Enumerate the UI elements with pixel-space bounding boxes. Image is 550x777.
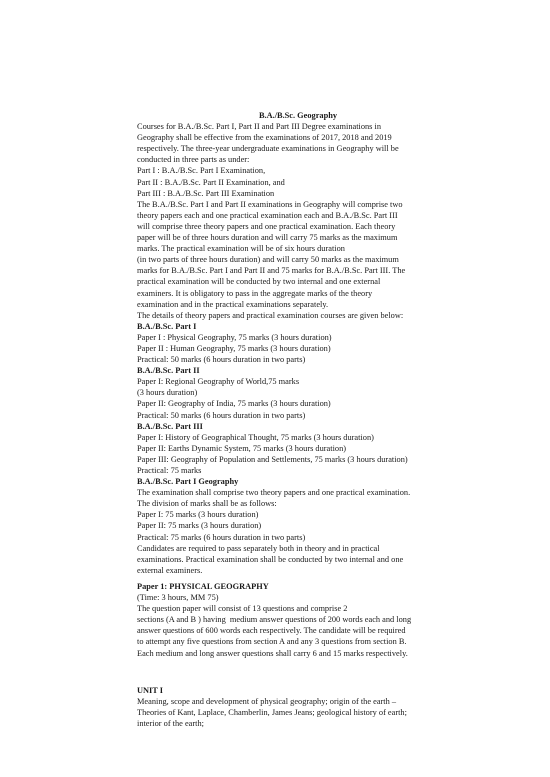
- intro-line: will comprise three theory papers and one practical examination. Each theory: [137, 221, 396, 231]
- body-line: interior of the earth;: [137, 718, 204, 728]
- body-line: Theories of Kant, Laplace, Chamberlin, James Jeans; geological history of earth;: [137, 707, 407, 717]
- paper-line: Paper I: History of Geographical Thought, 75 marks (3 hours duration): [137, 432, 374, 442]
- document-title: B.A./B.Sc. Geography: [258, 111, 338, 120]
- body-line: The question paper will consist of 13 questions and comprise 2: [137, 604, 348, 614]
- body-line: Practical: 75 marks (6 hours duration in two parts): [137, 532, 306, 542]
- paper-heading: Paper 1: PHYSICAL GEOGRAPHY: [137, 581, 269, 591]
- body-line: The division of marks shall be as follows:: [137, 499, 277, 509]
- intro-line: Part II : B.A./B.Sc. Part II Examination, and: [137, 177, 285, 187]
- section-heading: B.A./B.Sc. Part II: [137, 366, 200, 376]
- section-heading: B.A./B.Sc. Part I: [137, 321, 197, 331]
- paper-line: Paper I : Physical Geography, 75 marks (3 hours duration): [137, 332, 332, 342]
- paper-line: (3 hours duration): [137, 388, 198, 398]
- paper-line: Paper I: Regional Geography of World,75 marks: [137, 377, 300, 387]
- paper-line: Practical: 50 marks (6 hours duration in two parts): [137, 355, 306, 365]
- intro-line: (in two parts of three hours duration) and will carry 50 marks as the maximum: [137, 255, 399, 265]
- intro-line: Part I : B.A./B.Sc. Part I Examination,: [137, 166, 266, 176]
- body-line: Meaning, scope and development of physical geography; origin of the earth –: [137, 696, 397, 706]
- intro-line: practical examination will be conducted by two internal and one external: [137, 277, 381, 287]
- intro-line: marks. The practical examination will be of six hours duration: [137, 244, 345, 254]
- body-line: to attempt any five questions from section A and any 3 questions from section B.: [137, 637, 407, 647]
- intro-line: examiners. It is obligatory to pass in the aggregate marks of the theory: [137, 288, 373, 298]
- intro-line: The B.A./B.Sc. Part I and Part II examinations in Geography will comprise two: [137, 199, 403, 209]
- section-heading: B.A./B.Sc. Part I Geography: [137, 477, 239, 487]
- paper-line: Practical: 50 marks (6 hours duration in two parts): [137, 410, 306, 420]
- body-line: examinations. Practical examination shall be conducted by two internal and one: [137, 554, 404, 564]
- body-line: external examiners.: [137, 565, 203, 575]
- intro-line: conducted in three parts as under:: [137, 155, 250, 165]
- body-line: The examination shall comprise two theory papers and one practical examination.: [137, 488, 411, 498]
- paper-line: Practical: 75 marks: [137, 466, 202, 475]
- spacer: [137, 659, 459, 685]
- intro-line: The details of theory papers and practical examination courses are given below:: [137, 310, 404, 320]
- intro-line: Part III : B.A./B.Sc. Part III Examination: [137, 188, 275, 198]
- intro-line: marks for B.A./B.Sc. Part I and Part II and 75 marks for B.A./B.Sc. Part III. The: [137, 266, 406, 276]
- paper-line: Paper II: Geography of India, 75 marks (3 hours duration): [137, 399, 331, 409]
- paper-line: Paper II: Earths Dynamic System, 75 marks (3 hours duration): [137, 443, 347, 453]
- paper-line: Paper II : Human Geography, 75 marks (3 hours duration): [137, 343, 331, 353]
- body-line: sections (A and B ) having medium answer questions of 200 words each and long: [137, 615, 412, 625]
- document-body: [137, 110, 459, 729]
- paper-line: Paper III: Geography of Population and Settlements, 75 marks (3 hours duration): [137, 454, 408, 464]
- intro-line: paper will be of three hours duration and will carry 75 marks as the maximum: [137, 233, 398, 243]
- intro-line: Courses for B.A./B.Sc. Part I, Part II and Part III Degree examinations in: [137, 122, 381, 132]
- intro-line: Geography shall be effective from the examinations of 2017, 2018 and 2019: [137, 133, 392, 143]
- body-line: (Time: 3 hours, MM 75): [137, 593, 219, 603]
- unit-heading: UNIT I: [137, 685, 164, 695]
- section-heading: B.A./B.Sc. Part III: [137, 421, 203, 431]
- body-line: Paper II: 75 marks (3 hours duration): [137, 521, 262, 531]
- body-line: Each medium and long answer questions shall carry 6 and 15 marks respectively.: [137, 648, 408, 658]
- intro-line: examination and in the practical examinations separately.: [137, 299, 329, 309]
- body-line: Candidates are required to pass separately both in theory and in practical: [137, 543, 380, 553]
- body-line: Paper I: 75 marks (3 hours duration): [137, 510, 259, 520]
- intro-line: theory papers each and one practical examination each and B.A./B.Sc. Part III: [137, 210, 398, 220]
- intro-line: respectively. The three-year undergraduate examinations in Geography will be: [137, 144, 399, 154]
- body-line: answer questions of 600 words each respectively. The candidate will be required: [137, 626, 406, 636]
